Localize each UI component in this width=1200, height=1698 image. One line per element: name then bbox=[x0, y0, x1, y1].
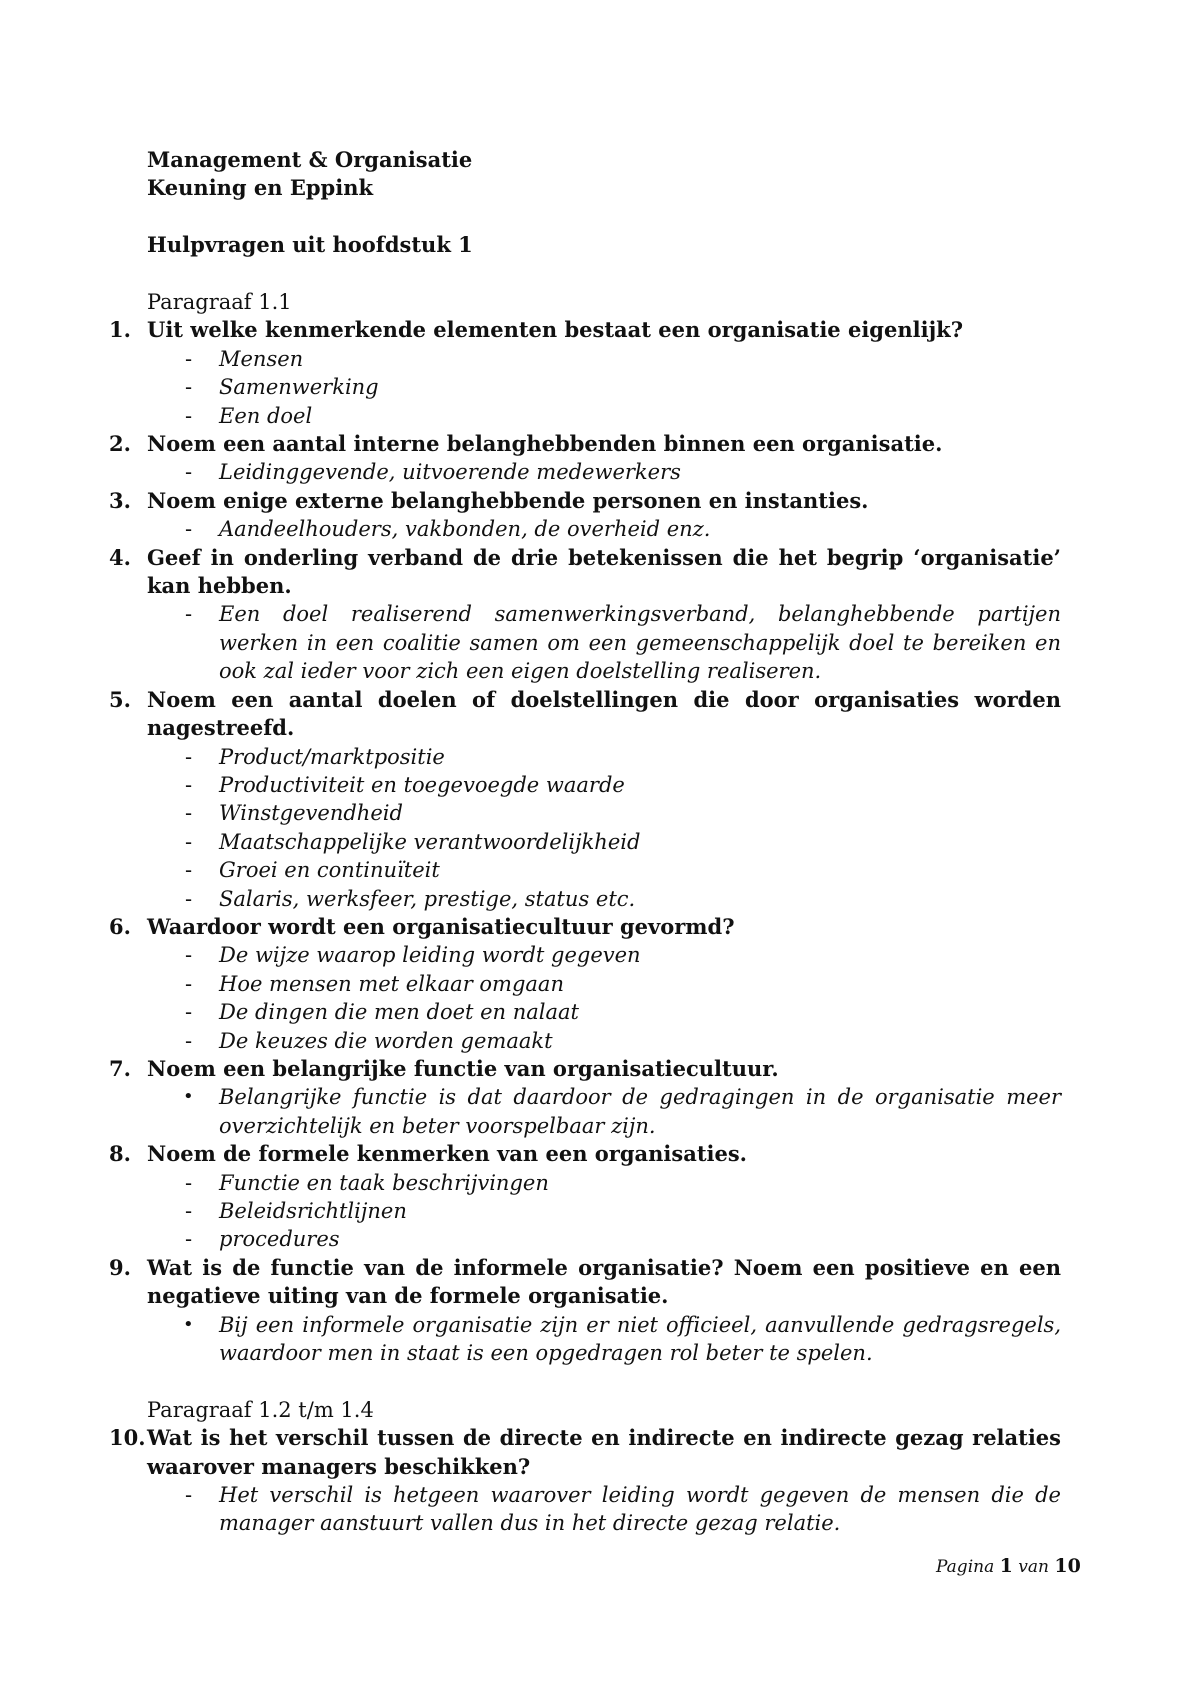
answer-item bbox=[147, 1481, 1061, 1538]
dash-marker: - bbox=[185, 346, 193, 371]
answer-text: Beleidsrichtlijnen bbox=[219, 1199, 407, 1223]
question-block bbox=[109, 544, 1061, 686]
answer-item bbox=[147, 1311, 1061, 1368]
question-block bbox=[109, 1055, 1061, 1140]
dash-marker: - bbox=[185, 772, 193, 797]
page-label: Pagina bbox=[936, 1557, 995, 1577]
answer-text: De dingen die men doet en nalaat bbox=[219, 1000, 579, 1025]
answer-text: Hoe mensen met elkaar omgaan bbox=[219, 971, 564, 996]
answer-item bbox=[147, 515, 1061, 543]
dash-marker: - bbox=[185, 1199, 193, 1223]
question-block bbox=[109, 1140, 1061, 1254]
dash-marker: - bbox=[185, 1483, 193, 1508]
question bbox=[109, 316, 1061, 344]
answer-text: Functie en taak beschrijvingen bbox=[219, 1170, 549, 1195]
answer-item bbox=[147, 970, 1061, 998]
question bbox=[109, 686, 1061, 743]
question-block bbox=[109, 316, 1061, 430]
question-number: 4. bbox=[109, 544, 131, 570]
dash-marker: - bbox=[185, 403, 193, 428]
dash-marker: - bbox=[185, 1028, 193, 1053]
answer-item bbox=[147, 600, 1061, 685]
dash-marker: - bbox=[185, 375, 193, 400]
question-text: Noem de formele kenmerken van een organisaties. bbox=[147, 1141, 747, 1167]
question-number: 3. bbox=[109, 487, 131, 513]
dash-marker: - bbox=[185, 1170, 193, 1195]
dash-marker: - bbox=[185, 602, 193, 627]
answer-text: Aandeelhouders, vakbonden, de overheid enz. bbox=[219, 517, 711, 542]
page-total: 10 bbox=[1054, 1555, 1081, 1577]
answer-text: Leidinggevende, uitvoerende medewerkers bbox=[219, 460, 681, 485]
answer-item bbox=[147, 771, 1061, 799]
dash-marker: - bbox=[185, 801, 193, 826]
answer-item bbox=[147, 345, 1061, 373]
question-text: Noem een belangrijke functie van organisatiecultuur. bbox=[147, 1055, 779, 1081]
document-body bbox=[109, 146, 1061, 1538]
question bbox=[109, 1140, 1061, 1168]
answer-item bbox=[147, 1225, 1061, 1253]
answer-item bbox=[147, 402, 1061, 430]
question-number: 8. bbox=[109, 1141, 131, 1167]
answer-item bbox=[147, 373, 1061, 401]
answer-text: Winstgevendheid bbox=[219, 801, 403, 826]
answer-text: Een doel bbox=[219, 403, 313, 428]
page-footer bbox=[936, 1555, 1081, 1577]
answer-item bbox=[147, 856, 1061, 884]
question-block bbox=[109, 686, 1061, 913]
bullet-marker: • bbox=[183, 1086, 194, 1108]
question-number: 5. bbox=[109, 686, 131, 712]
dash-marker: - bbox=[185, 1227, 193, 1252]
answer-item bbox=[147, 1027, 1061, 1055]
question-text: Waardoor wordt een organisatiecultuur gevormd? bbox=[147, 913, 735, 939]
answer-item bbox=[147, 885, 1061, 913]
dash-marker: - bbox=[185, 1000, 193, 1025]
question-text: Geef in onderling verband de drie betekenissen die het begrip ‘organisatie’ kan hebben. bbox=[147, 544, 1061, 599]
question-number: 2. bbox=[109, 431, 131, 457]
question-block bbox=[109, 913, 1061, 1055]
answer-item bbox=[147, 998, 1061, 1026]
question bbox=[109, 913, 1061, 941]
answer-item bbox=[147, 1197, 1061, 1225]
dash-marker: - bbox=[185, 886, 193, 911]
answer-item bbox=[147, 1083, 1061, 1140]
answer-text: Samenwerking bbox=[219, 375, 379, 400]
question bbox=[109, 487, 1061, 515]
answer-text: Productiviteit en toegevoegde waarde bbox=[219, 772, 625, 797]
question-block bbox=[109, 1424, 1061, 1538]
answer-item bbox=[147, 799, 1061, 827]
answer-text: Salaris, werksfeer, prestige, status etc. bbox=[219, 886, 636, 911]
question-block bbox=[109, 487, 1061, 544]
document-title: Management & Organisatie bbox=[147, 147, 473, 172]
document-subtitle: Hulpvragen uit hoofdstuk 1 bbox=[147, 232, 473, 258]
answer-text: Maatschappelijke verantwoordelijkheid bbox=[219, 829, 641, 854]
answer-item bbox=[147, 458, 1061, 486]
question-number: 6. bbox=[109, 913, 131, 939]
answer-text: Groei en continuïteit bbox=[219, 858, 440, 883]
dash-marker: - bbox=[185, 460, 193, 485]
section-heading: Paragraaf 1.1 bbox=[147, 290, 292, 314]
dash-marker: - bbox=[185, 829, 193, 854]
page-of-label: van bbox=[1018, 1557, 1049, 1577]
answer-text: Een doel realiserend samenwerkingsverband, belanghebbende partijen werken in een coalitie samen om een gemeenschappelijk doel te bereiken en ook zal ieder voor zich een eigen doelstelling realiseren. bbox=[219, 602, 1061, 684]
answer-text: Belangrijke functie is dat daardoor de gedragingen in de organisatie meer overzichtelijk en beter voorspelbaar zijn. bbox=[219, 1085, 1061, 1138]
question-number: 7. bbox=[109, 1055, 131, 1081]
question-number: 1. bbox=[109, 317, 131, 343]
document-authors: Keuning en Eppink bbox=[147, 175, 374, 201]
question-text: Wat is de functie van de informele organisatie? Noem een positieve en een negatieve uiting van de formele organisatie. bbox=[147, 1254, 1061, 1309]
question-number: 10. bbox=[109, 1425, 146, 1451]
dash-marker: - bbox=[185, 971, 193, 996]
question bbox=[109, 1424, 1061, 1481]
answer-text: De wijze waarop leiding wordt gegeven bbox=[219, 943, 641, 968]
answer-text: Het verschil is hetgeen waarover leiding wordt gegeven de mensen die de manager aanstuurt vallen dus in het directe gezag relatie. bbox=[219, 1483, 1061, 1536]
question-block bbox=[109, 1254, 1061, 1368]
question bbox=[109, 544, 1061, 601]
answer-text: procedures bbox=[219, 1227, 340, 1252]
question bbox=[109, 1254, 1061, 1311]
answer-text: Mensen bbox=[219, 346, 304, 371]
answer-text: De keuzes die worden gemaakt bbox=[219, 1028, 553, 1053]
bullet-marker: • bbox=[183, 1313, 194, 1335]
answer-item bbox=[147, 743, 1061, 771]
dash-marker: - bbox=[185, 858, 193, 883]
answer-item bbox=[147, 941, 1061, 969]
question-text: Noem een aantal interne belanghebbenden binnen een organisatie. bbox=[147, 431, 943, 457]
dash-marker: - bbox=[185, 517, 193, 542]
question-number: 9. bbox=[109, 1254, 131, 1280]
question-text: Noem een aantal doelen of doelstellingen die door organisaties worden nagestreefd. bbox=[147, 686, 1061, 741]
question-text: Uit welke kenmerkende elementen bestaat een organisatie eigenlijk? bbox=[147, 317, 964, 343]
answer-item bbox=[147, 828, 1061, 856]
dash-marker: - bbox=[185, 744, 193, 769]
answer-text: Product/marktpositie bbox=[219, 744, 445, 769]
answer-text: Bij een informele organisatie zijn er niet officieel, aanvullende gedragsregels, waardoor men in staat is een opgedragen rol beter te spelen. bbox=[219, 1312, 1061, 1366]
dash-marker: - bbox=[185, 943, 193, 968]
question-text: Wat is het verschil tussen de directe en indirecte en indirecte gezag relaties waarover managers beschikken? bbox=[147, 1425, 1061, 1479]
section-heading: Paragraaf 1.2 t/m 1.4 bbox=[147, 1397, 374, 1422]
question-text: Noem enige externe belanghebbende personen en instanties. bbox=[147, 487, 869, 513]
question bbox=[109, 430, 1061, 458]
question-block bbox=[109, 430, 1061, 487]
question bbox=[109, 1055, 1061, 1083]
answer-item bbox=[147, 1169, 1061, 1197]
page-number: 1 bbox=[999, 1555, 1013, 1577]
